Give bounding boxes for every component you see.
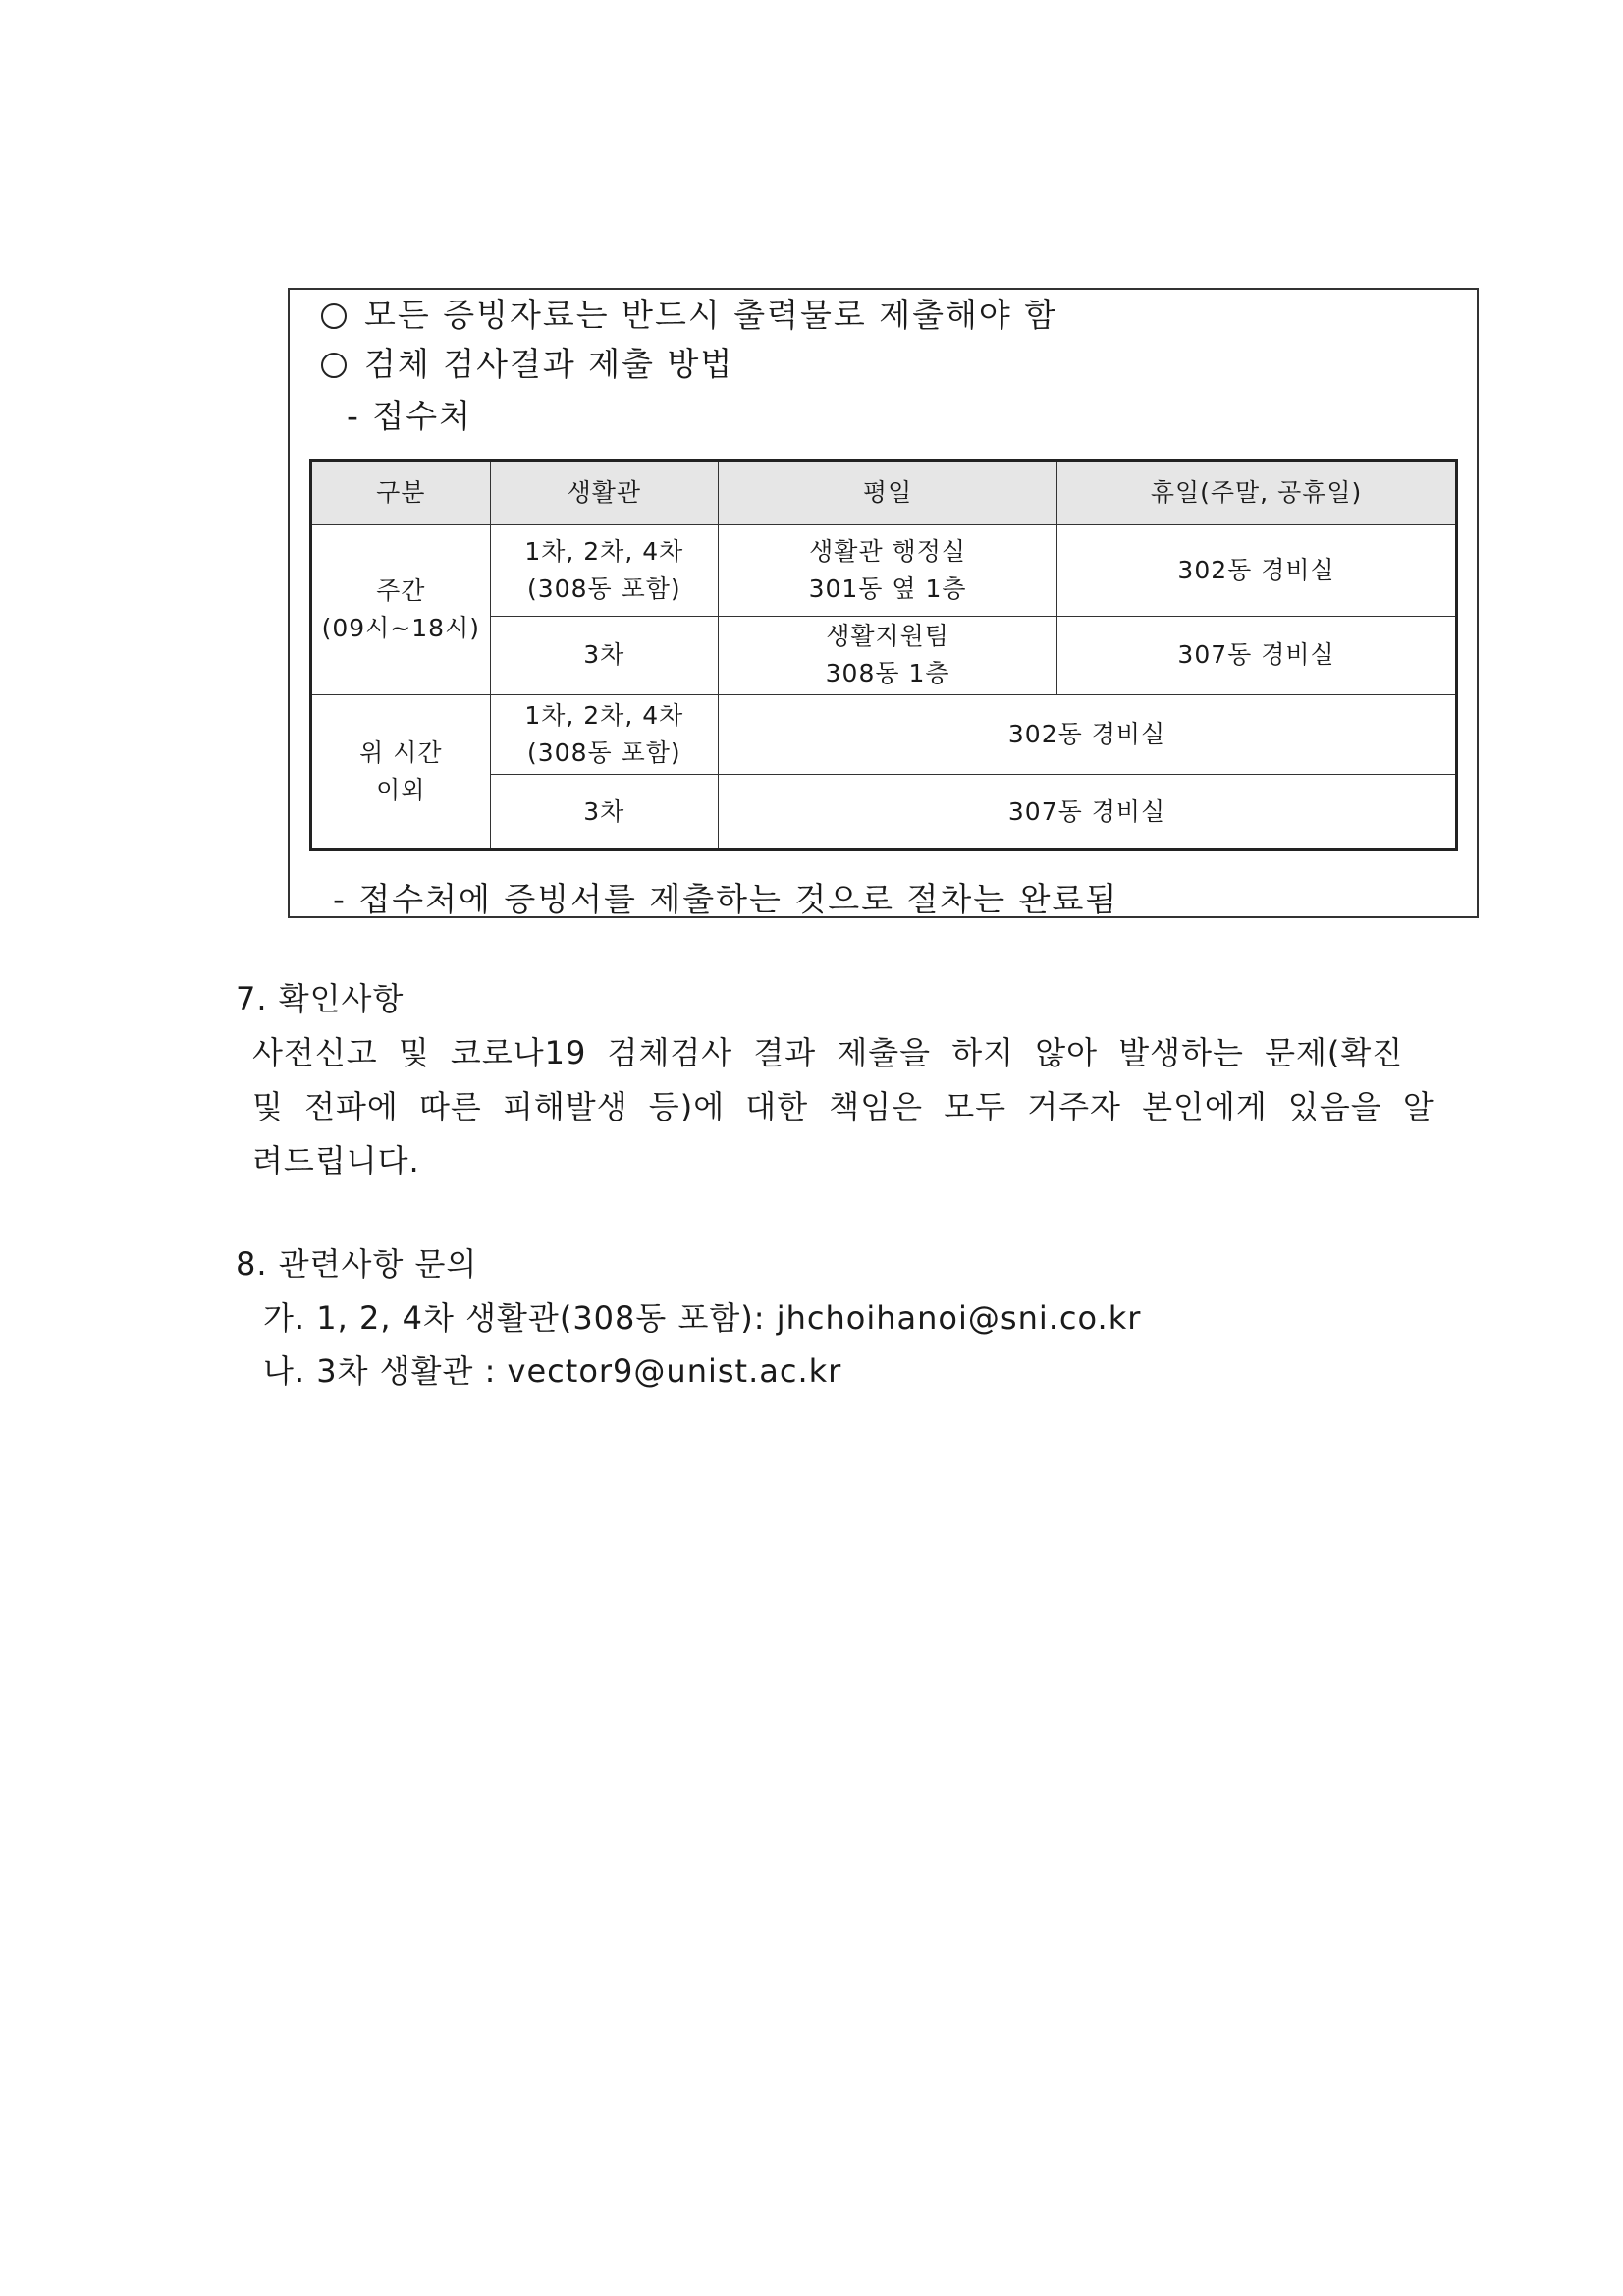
daytime-label-cell — [311, 524, 491, 695]
weekday-cell — [719, 524, 1057, 616]
section-7-line: 사전신고 및 코로나19 검체검사 결과 제출을 하지 않아 발생하는 문제(확진 — [252, 1034, 1404, 1071]
circle-bullet-icon — [321, 303, 347, 329]
weekday-cell — [719, 616, 1057, 695]
notice-line-reception: - 접수처 — [347, 397, 473, 435]
notice-line-printout — [321, 290, 1057, 336]
hall-text: 1차, 2차, 4차 — [524, 536, 684, 566]
header-category: 구분 — [311, 461, 491, 525]
merged-location-cell: 302동 경비실 — [719, 695, 1457, 775]
notice-line-method — [321, 339, 733, 385]
merged-location-cell: 307동 경비실 — [719, 775, 1457, 850]
reception-table — [309, 459, 1458, 851]
circle-bullet-icon — [321, 353, 347, 378]
daytime-label: 주간 — [376, 576, 426, 606]
header-residence-hall: 생활관 — [490, 461, 718, 525]
hall-text: 1차, 2차, 4차 — [524, 701, 684, 731]
table-header-row — [311, 461, 1457, 525]
table-row — [311, 695, 1457, 775]
hall-text: (308동 포함) — [527, 738, 681, 768]
hall-cell: 3차 — [490, 616, 718, 695]
contact-item-halls-1-2-4: 가. 1, 2, 4차 생활관(308동 포함): jhchoihanoi@sni.co.kr — [263, 1299, 1142, 1337]
section-8-title: 8. 관련사항 문의 — [236, 1245, 478, 1283]
notice-footer-line: - 접수처에 증빙서를 제출하는 것으로 절차는 완료됨 — [333, 880, 1119, 918]
notice-line-2-text: 검체 검사결과 제출 방법 — [364, 345, 734, 383]
section-7-line: 려드립니다. — [252, 1142, 420, 1179]
other-hours-label: 위 시간 — [359, 738, 443, 768]
weekday-text: 308동 1층 — [825, 659, 950, 688]
hall-cell — [490, 524, 718, 616]
table-row — [311, 524, 1457, 616]
section-7-title: 7. 확인사항 — [236, 980, 405, 1017]
weekday-text: 생활지원팀 — [826, 622, 949, 651]
section-7-line: 및 전파에 따른 피해발생 등)에 대한 책임은 모두 거주자 본인에게 있음을 알 — [252, 1088, 1434, 1125]
header-holiday: 휴일(주말, 공휴일) — [1057, 461, 1457, 525]
daytime-hours: (09시~18시) — [321, 614, 480, 643]
weekday-text: 생활관 행정실 — [809, 536, 966, 566]
hall-cell: 3차 — [490, 775, 718, 850]
submission-notice-box — [288, 288, 1479, 918]
hall-text: (308동 포함) — [527, 574, 681, 603]
holiday-cell: 307동 경비실 — [1057, 616, 1457, 695]
other-hours-label: 이외 — [376, 776, 426, 805]
hall-cell — [490, 695, 718, 775]
contact-item-hall-3: 나. 3차 생활관 : vector9@unist.ac.kr — [263, 1352, 842, 1390]
holiday-cell: 302동 경비실 — [1057, 524, 1457, 616]
weekday-text: 301동 옆 1층 — [808, 574, 967, 603]
header-weekday: 평일 — [719, 461, 1057, 525]
other-hours-label-cell — [311, 695, 491, 850]
notice-line-1-text: 모든 증빙자료는 반드시 출력물로 제출해야 함 — [364, 296, 1058, 334]
